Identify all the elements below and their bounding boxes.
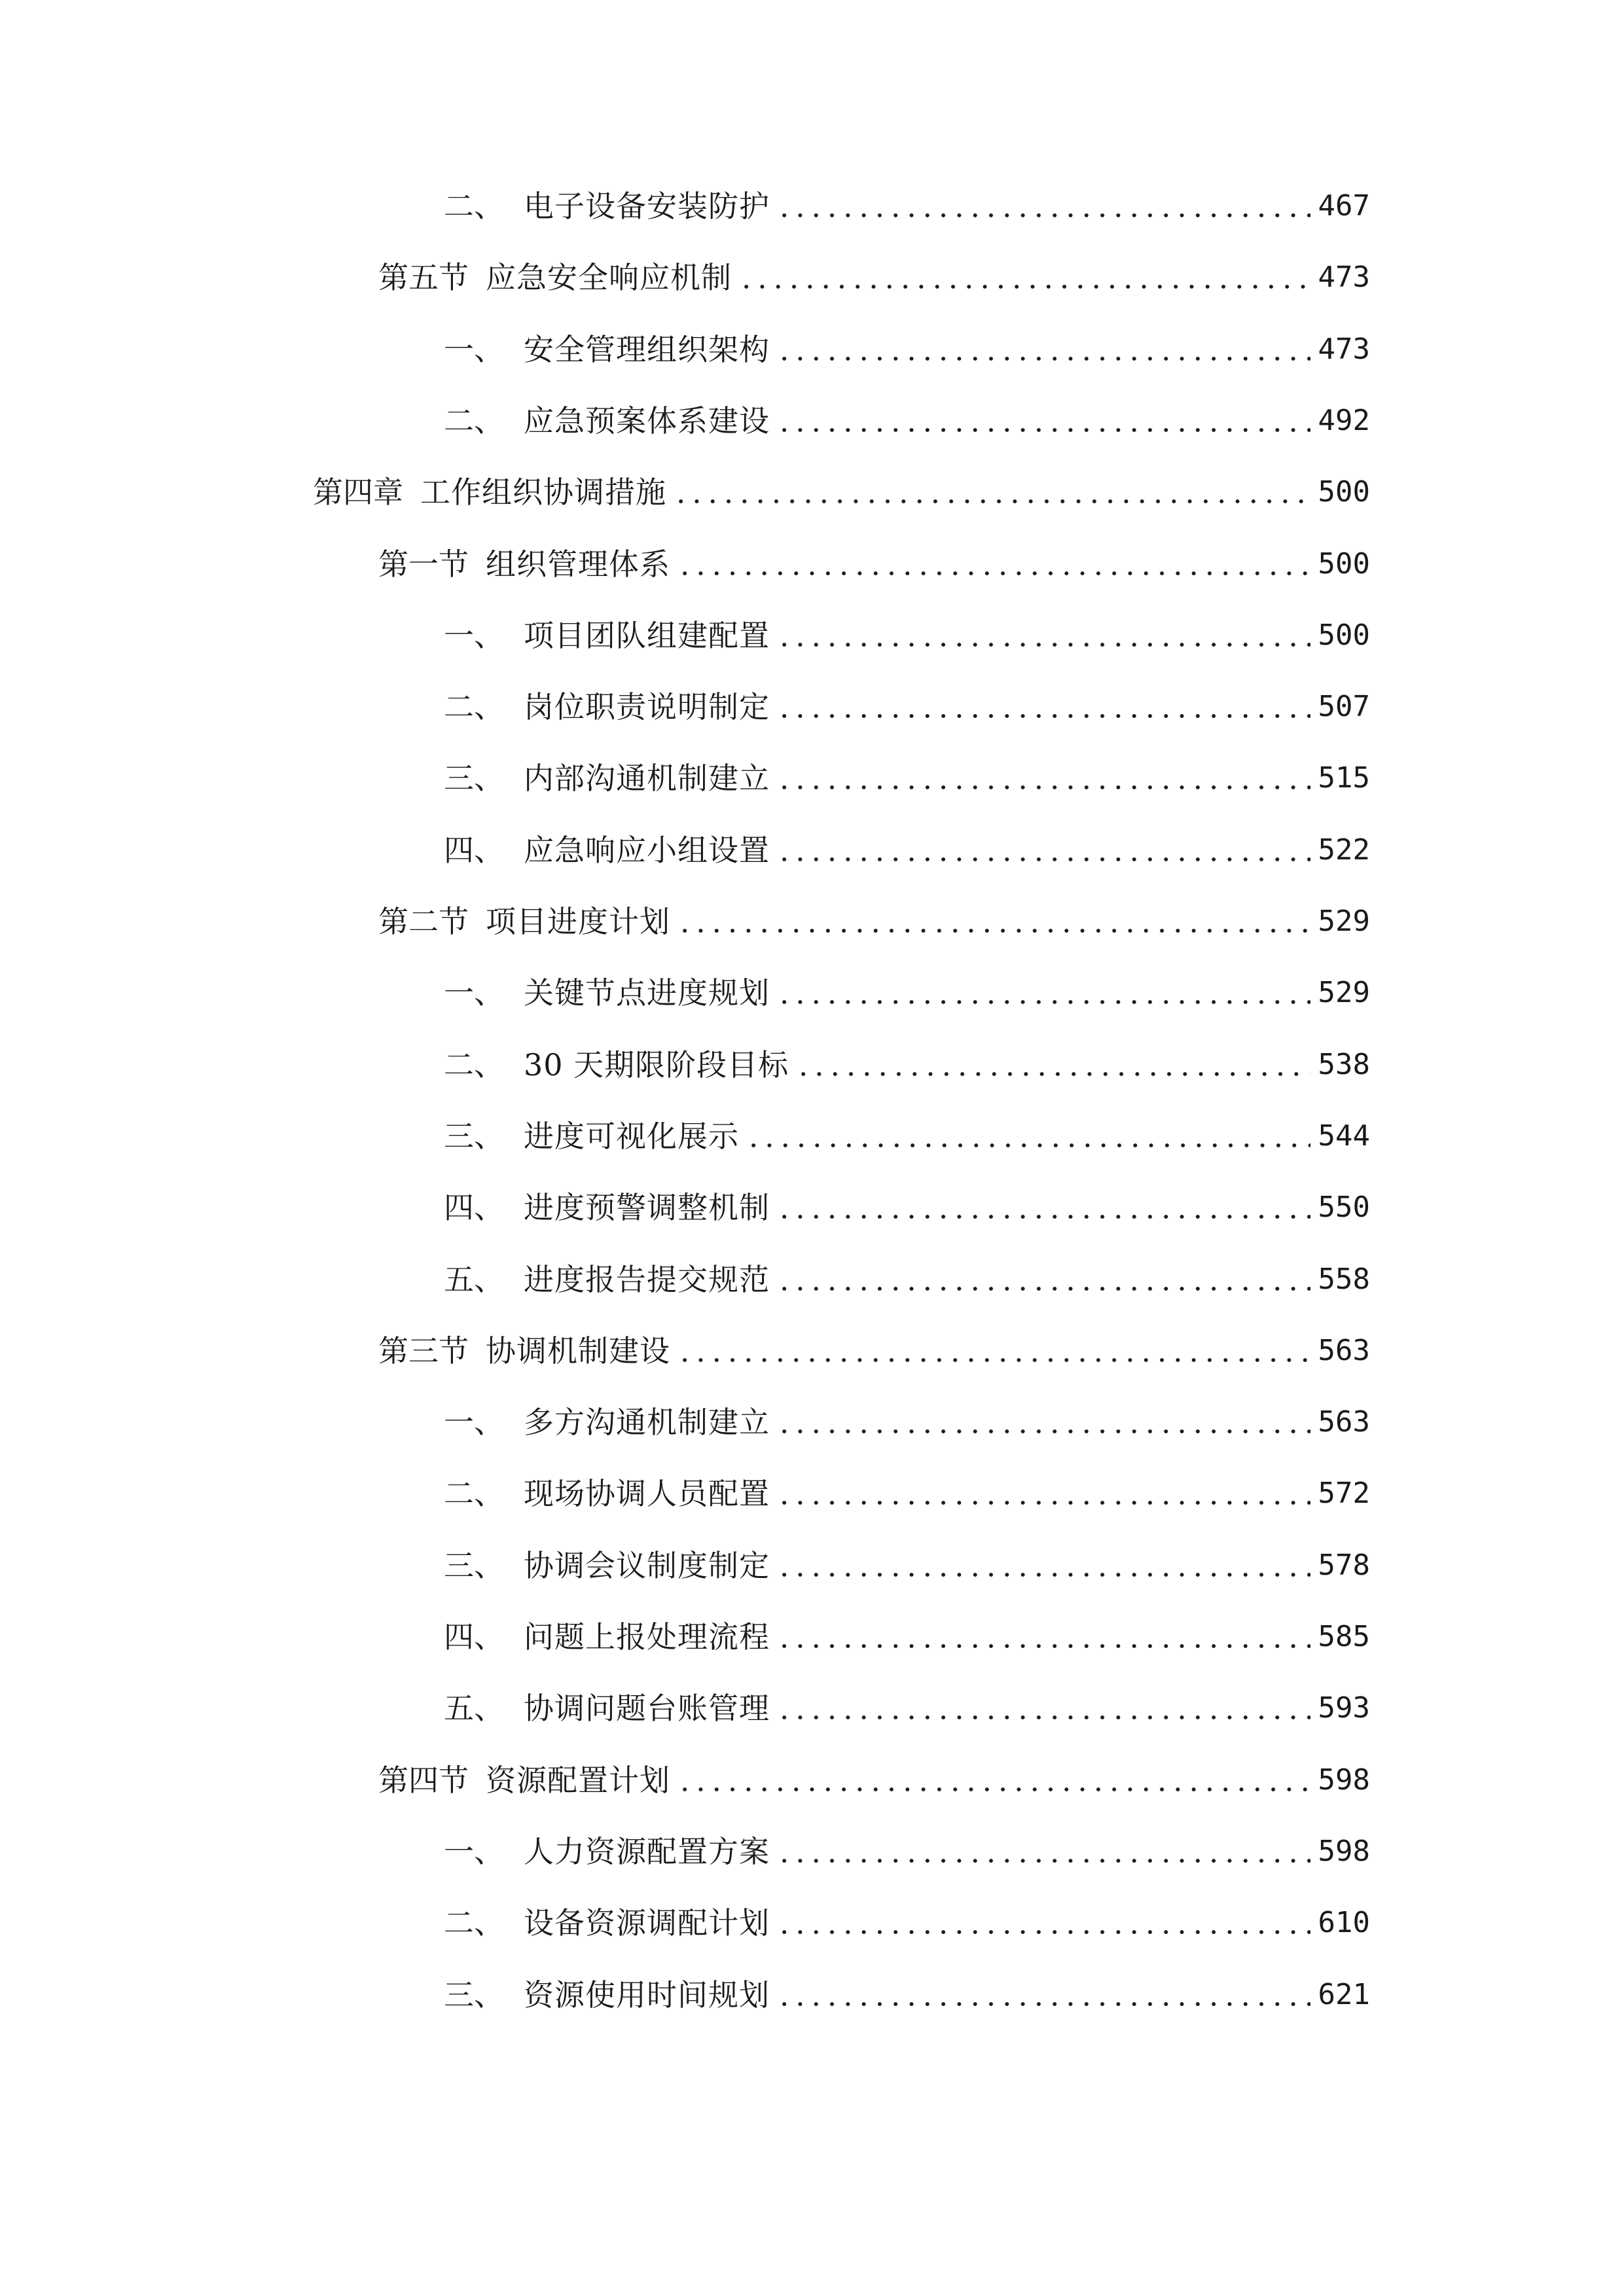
toc-entry[interactable]	[444, 824, 1370, 876]
toc-entry-title: 电子设备安装防护	[524, 188, 770, 224]
toc-entry-title: 应急预案体系建设	[524, 403, 770, 439]
toc-entry[interactable]	[444, 1611, 1370, 1663]
toc-entry-page-number: 550	[1318, 1191, 1370, 1224]
toc-entry-page-number: 467	[1318, 189, 1370, 223]
toc-entry-page-number: 585	[1318, 1620, 1370, 1653]
toc-entry-number: 一、	[444, 618, 504, 653]
toc-entry-title: 协调会议制度制定	[524, 1548, 770, 1583]
toc-entry-number: 二、	[444, 689, 504, 725]
toc-entry-title: 工作组织协调措施	[420, 475, 666, 510]
toc-entry-number: 第一节	[378, 547, 469, 582]
toc-entry-title: 进度报告提交规范	[524, 1262, 770, 1297]
toc-entry-number: 四、	[444, 1190, 504, 1225]
toc-entry-title: 协调机制建设	[486, 1333, 670, 1369]
toc-entry-title: 内部沟通机制建立	[524, 761, 770, 796]
toc-entry[interactable]	[444, 1539, 1370, 1592]
dot-leader	[776, 1930, 1310, 1934]
toc-entry-number: 三、	[444, 761, 504, 796]
toc-entry-page-number: 522	[1318, 833, 1370, 867]
toc-entry-number: 四、	[444, 833, 504, 868]
dot-leader	[776, 1287, 1310, 1291]
toc-entry[interactable]	[444, 681, 1370, 733]
toc-entry[interactable]	[444, 180, 1370, 232]
toc-entry-title: 设备资源调配计划	[524, 1905, 770, 1941]
dot-leader	[776, 1215, 1310, 1219]
toc-entry[interactable]	[444, 1039, 1370, 1091]
toc-entry-title: 应急安全响应机制	[486, 260, 732, 295]
dot-leader	[776, 1644, 1310, 1648]
toc-entry-title: 资源配置计划	[486, 1763, 670, 1798]
toc-entry[interactable]	[378, 538, 1370, 590]
dot-leader	[738, 285, 1310, 289]
toc-entry-number: 三、	[444, 1977, 504, 2013]
toc-entry-page-number: 500	[1318, 547, 1370, 581]
toc-entry-page-number: 473	[1318, 260, 1370, 294]
toc-entry-title: 项目进度计划	[486, 904, 670, 939]
toc-entry[interactable]	[313, 466, 1370, 518]
dot-leader	[776, 1573, 1310, 1577]
toc-entry[interactable]	[444, 1897, 1370, 1949]
toc-entry-title: 人力资源配置方案	[524, 1834, 770, 1869]
toc-entry[interactable]	[444, 609, 1370, 662]
toc-entry-page-number: 515	[1318, 761, 1370, 795]
toc-entry-title: 进度可视化展示	[524, 1119, 739, 1154]
toc-entry-number: 第二节	[378, 904, 469, 939]
toc-entry-number: 三、	[444, 1548, 504, 1583]
dot-leader	[776, 357, 1310, 361]
toc-entry-title: 应急响应小组设置	[524, 833, 770, 868]
toc-entry-number: 二、	[444, 1905, 504, 1941]
toc-entry-page-number: 621	[1318, 1978, 1370, 2011]
toc-entry[interactable]	[444, 1825, 1370, 1878]
toc-entry-number: 一、	[444, 1405, 504, 1440]
dot-leader	[776, 1501, 1310, 1505]
toc-entry-number: 第五节	[378, 260, 469, 295]
dot-leader	[677, 1358, 1310, 1362]
toc-entry-number: 一、	[444, 1834, 504, 1869]
toc-entry-number: 五、	[444, 1262, 504, 1297]
toc-entry-page-number: 610	[1318, 1906, 1370, 1939]
dot-leader	[673, 499, 1310, 503]
toc-entry-page-number: 500	[1318, 619, 1370, 652]
toc-entry-number: 第四章	[313, 475, 403, 510]
toc-entry-page-number: 492	[1318, 404, 1370, 437]
toc-entry-title: 多方沟通机制建立	[524, 1405, 770, 1440]
toc-entry[interactable]	[444, 1181, 1370, 1234]
toc-entry-page-number: 572	[1318, 1477, 1370, 1510]
toc-entry[interactable]	[378, 251, 1370, 304]
toc-entry-page-number: 563	[1318, 1405, 1370, 1439]
toc-entry-title: 项目团队组建配置	[524, 618, 770, 653]
toc-entry-page-number: 529	[1318, 905, 1370, 938]
toc-entry-page-number: 473	[1318, 332, 1370, 366]
dot-leader	[677, 1787, 1310, 1791]
toc-entry-number: 第四节	[378, 1763, 469, 1798]
toc-entry-page-number: 578	[1318, 1549, 1370, 1582]
toc-entry-title: 现场协调人员配置	[524, 1476, 770, 1511]
toc-entry-title: 组织管理体系	[486, 547, 670, 582]
dot-leader	[746, 1143, 1310, 1147]
dot-leader	[776, 1859, 1310, 1863]
toc-entry-number: 二、	[444, 188, 504, 224]
toc-entry-page-number: 598	[1318, 1835, 1370, 1868]
toc-entry-title: 资源使用时间规划	[524, 1977, 770, 2013]
toc-entry-number: 五、	[444, 1691, 504, 1726]
toc-entry[interactable]	[444, 1969, 1370, 2021]
toc-entry-page-number: 529	[1318, 976, 1370, 1009]
toc-entry-page-number: 507	[1318, 690, 1370, 723]
toc-entry[interactable]	[444, 967, 1370, 1019]
dot-leader	[776, 1715, 1310, 1719]
toc-entry-number: 二、	[444, 403, 504, 439]
dot-leader	[776, 714, 1310, 718]
toc-entry-page-number: 563	[1318, 1334, 1370, 1367]
toc-entry-page-number: 598	[1318, 1763, 1370, 1797]
toc-entry-title: 关键节点进度规划	[524, 975, 770, 1011]
toc-entry-number: 三、	[444, 1119, 504, 1154]
dot-leader	[776, 857, 1310, 861]
toc-entry-number: 四、	[444, 1619, 504, 1655]
toc-entry-number: 二、	[444, 1047, 504, 1083]
dot-leader	[776, 643, 1310, 647]
dot-leader	[776, 1429, 1310, 1433]
toc-entry-number: 第三节	[378, 1333, 469, 1369]
toc-entry-title: 进度预警调整机制	[524, 1190, 770, 1225]
toc-entry[interactable]	[444, 323, 1370, 376]
toc-entry-page-number: 558	[1318, 1263, 1370, 1296]
toc-entry-number: 一、	[444, 975, 504, 1011]
toc-entry-page-number: 593	[1318, 1691, 1370, 1725]
dot-leader	[795, 1072, 1310, 1076]
toc-entry-page-number: 544	[1318, 1119, 1370, 1153]
toc-entry-title: 30 天期限阶段目标	[524, 1047, 789, 1083]
toc-entry[interactable]	[444, 1682, 1370, 1734]
dot-leader	[776, 428, 1310, 432]
toc-entry-title: 协调问题台账管理	[524, 1691, 770, 1726]
toc-entry-page-number: 500	[1318, 475, 1370, 509]
toc-entry-number: 一、	[444, 332, 504, 367]
dot-leader	[677, 929, 1310, 933]
toc-entry-title: 安全管理组织架构	[524, 332, 770, 367]
toc-entry[interactable]	[444, 1253, 1370, 1306]
toc-entry[interactable]	[378, 1754, 1370, 1806]
toc-entry[interactable]	[444, 752, 1370, 804]
toc-entry-title: 问题上报处理流程	[524, 1619, 770, 1655]
dot-leader	[776, 785, 1310, 789]
toc-entry-title: 岗位职责说明制定	[524, 689, 770, 725]
toc-entry[interactable]	[444, 1467, 1370, 1520]
toc-entry[interactable]	[378, 1325, 1370, 1377]
dot-leader	[776, 1000, 1310, 1004]
toc-entry[interactable]	[378, 895, 1370, 948]
toc-entry-number: 二、	[444, 1476, 504, 1511]
dot-leader	[776, 2002, 1310, 2006]
dot-leader	[677, 571, 1310, 575]
toc-entry[interactable]	[444, 1110, 1370, 1162]
toc-entry-page-number: 538	[1318, 1048, 1370, 1081]
dot-leader	[776, 213, 1310, 217]
toc-entry[interactable]	[444, 395, 1370, 447]
toc-entry[interactable]	[444, 1396, 1370, 1448]
